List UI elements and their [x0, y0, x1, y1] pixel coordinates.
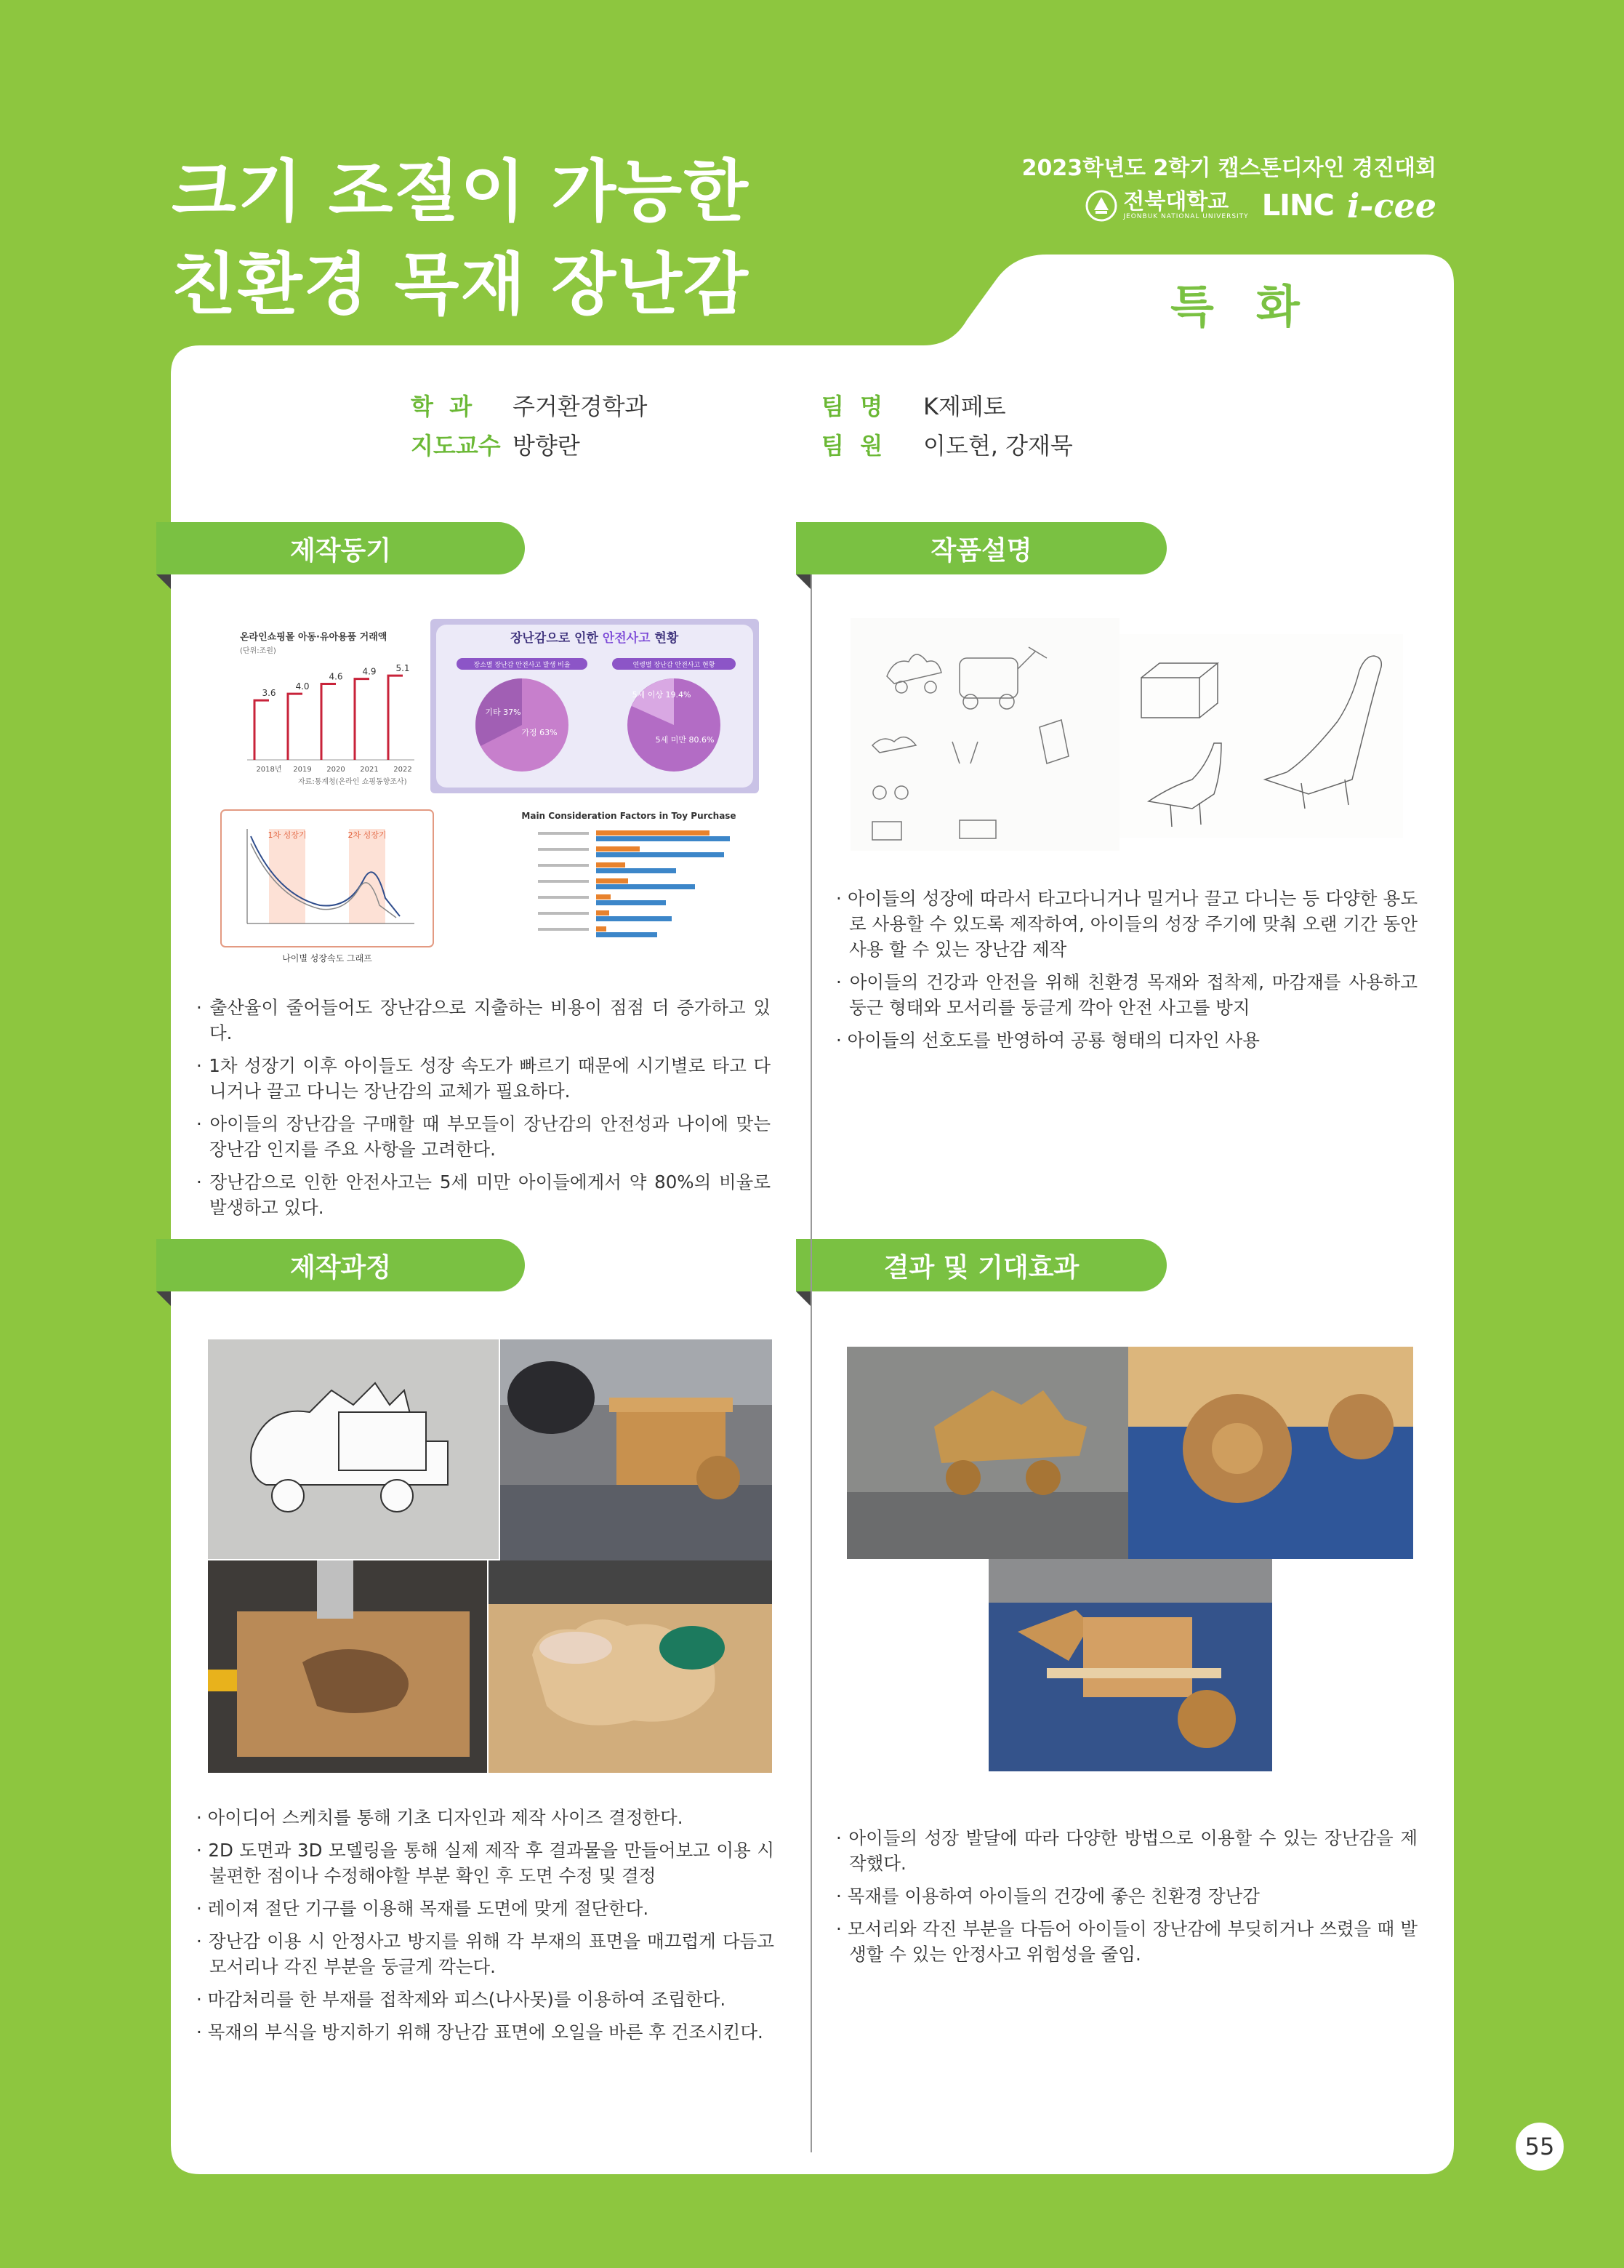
page-number: 55 — [1514, 2120, 1566, 2173]
dept-value: 주거환경학과 — [512, 393, 648, 420]
info-right — [821, 387, 1073, 465]
list-item: · 목재의 부식을 방지하기 위해 장난감 표면에 오일을 바른 후 건조시킨다. — [196, 2019, 774, 2045]
bar — [254, 700, 269, 760]
list-item: · 아이디어 스케치를 통해 기초 디자인과 제작 사이즈 결정한다. — [196, 1805, 774, 1830]
toy-bar-top — [596, 830, 710, 836]
growth-chart — [218, 807, 436, 967]
bar — [355, 679, 369, 760]
toy-factor-label — [538, 928, 589, 931]
list-item: · 아이들의 선호도를 반영하여 공룡 형태의 디자인 사용 — [836, 1027, 1418, 1053]
sanding-photo — [489, 1560, 772, 1773]
bar-chart — [218, 618, 422, 793]
result-photo-front — [989, 1559, 1272, 1771]
list-item: · 아이들의 건강과 안전을 위해 친환경 목재와 접착제, 마감재를 사용하고 둥근 형태와 모서리를 둥글게 깍아 안전 사고를 방지 — [836, 969, 1418, 1020]
section-header-process: 제작과정 — [156, 1239, 525, 1291]
bar — [321, 684, 336, 760]
university-name: 전북대학교 — [1123, 189, 1229, 215]
list-item: · 아이들의 장난감을 구매할 때 부모들이 장난감의 안전성과 나이에 맞는 장난감 인지를 주요 사항을 고려한다. — [196, 1111, 771, 1162]
bar-chart-unit: (단위:조원) — [240, 647, 276, 655]
list-item: · 출산율이 줄어들어도 장난감으로 지출하는 비용이 점점 더 증가하고 있다. — [196, 995, 771, 1046]
laser-cutting-photo — [208, 1560, 487, 1773]
header-fold — [796, 574, 811, 589]
members-value: 이도현, 강재묵 — [923, 432, 1073, 460]
result-photo-side — [847, 1347, 1128, 1559]
section-header-description: 작품설명 — [796, 522, 1167, 574]
advisor-label: 지도교수 — [411, 432, 501, 460]
toy-bar-three — [596, 900, 666, 905]
info-left — [411, 387, 647, 465]
advisor-value: 방향란 — [512, 432, 580, 460]
toy-bar-top — [596, 846, 640, 851]
linc-logo: LINC — [1261, 189, 1334, 223]
toy-factor-label — [538, 832, 589, 835]
pie2-label-b: 5세 이상 19.4% — [632, 690, 691, 700]
column-divider — [811, 574, 812, 2152]
bar-category-label: 2020 — [326, 766, 345, 774]
header-fold — [156, 1291, 171, 1306]
process-bullets — [196, 1805, 774, 2052]
svg-text:장난감으로 인한 안전사고 현황 — [510, 630, 679, 646]
toy-bar-top — [596, 926, 606, 931]
toy-factor-label — [538, 864, 589, 867]
toy-bar-three — [596, 868, 676, 873]
toy-bar-top — [596, 862, 625, 867]
toy-factor-label — [538, 912, 589, 915]
dept-label: 학 과 — [411, 393, 473, 420]
bar — [388, 676, 403, 760]
members-label: 팀 원 — [821, 432, 883, 460]
list-item: · 2D 도면과 3D 모델링을 통해 실제 제작 후 결과물을 만들어보고 이용 시 불편한 점이나 수정해야할 부분 확인 후 도면 수정 및 결정 — [196, 1838, 774, 1888]
pie1-label: 장소별 장난감 안전사고 발생 비율 — [473, 662, 571, 669]
toy-factor-label — [538, 896, 589, 899]
list-item: · 아이들의 성장 발달에 따라 다양한 방법으로 이용할 수 있는 장난감을 제작했다. — [836, 1825, 1418, 1876]
bar-category-label: 2021 — [360, 766, 379, 774]
header-fold — [156, 574, 171, 589]
bar — [288, 694, 302, 760]
pie-title-b: 안전사고 — [602, 631, 651, 646]
contest-name: 2023학년도 2학기 캡스톤디자인 경진대회 — [1021, 156, 1436, 181]
bar-value-label: 5.1 — [395, 663, 410, 674]
idea-sketch-1 — [851, 618, 1119, 851]
bar-category-label: 2018년 — [256, 766, 282, 774]
list-item: · 목재를 이용하여 아이들의 건강에 좋은 친환경 장난감 — [836, 1883, 1418, 1909]
toy-bar-three — [596, 884, 695, 889]
pie1-label-b: 기타 37% — [485, 708, 521, 717]
team-label: 팀 명 — [821, 393, 883, 420]
growth-caption: 나이별 성장속도 그래프 — [282, 953, 372, 963]
growth-label-2: 2차 성장기 — [347, 830, 387, 840]
toy-factor-label — [538, 880, 589, 883]
bar-value-label: 4.9 — [362, 666, 377, 677]
pie-title-c: 현황 — [654, 631, 679, 646]
list-item: · 장난감으로 인한 안전사고는 5세 미만 아이들에게서 약 80%의 비율로 발생하고 있다. — [196, 1169, 771, 1220]
motivation-bullets — [196, 995, 771, 1227]
toy-factor-label — [538, 848, 589, 851]
toy-bar-three — [596, 852, 724, 857]
icee-logo: i-cee — [1346, 186, 1436, 225]
toy-purchase-chart — [494, 809, 763, 961]
section-header-motivation: 제작동기 — [156, 522, 525, 574]
list-item: · 1차 성장기 이후 아이들도 성장 속도가 빠르기 때문에 시기별로 타고 다니거나 끌고 다니는 장난감의 교체가 필요하다. — [196, 1053, 771, 1104]
assembly-photo — [500, 1339, 772, 1561]
idea-sketch-2 — [1119, 634, 1403, 838]
toy-bar-top — [596, 910, 609, 915]
bar-category-label: 2019 — [293, 766, 312, 774]
growth-label-1: 1차 성장기 — [268, 830, 307, 840]
pie2-label: 연령별 장난감 안전사고 현황 — [632, 662, 715, 669]
safety-pie-infographic — [430, 619, 759, 793]
list-item: · 레이져 절단 기구를 이용해 목재를 도면에 맞게 절단한다. — [196, 1896, 774, 1921]
title-line-2: 친환경 목재 장난감 — [172, 246, 750, 324]
title-line-1: 크기 조절이 가능한 — [172, 153, 750, 231]
list-item: · 마감처리를 한 부재를 접착제와 피스(나사못)를 이용하여 조립한다. — [196, 1987, 774, 2012]
bar-category-label: 2022 — [393, 766, 412, 774]
toy-bar-top — [596, 878, 628, 883]
3d-model-render — [208, 1339, 499, 1559]
result-bullets — [836, 1825, 1418, 1974]
pie1-label-a: 가정 63% — [521, 728, 558, 737]
list-item: · 모서리와 각진 부분을 다듬어 아이들이 장난감에 부딪히거나 쓰렸을 때 발생할 수 있는 안정사고 위험성을 줄임. — [836, 1916, 1418, 1967]
bar-value-label: 4.6 — [329, 671, 343, 682]
list-item: · 아이들의 성장에 따라서 타고다니거나 밀거나 끌고 다니는 등 다양한 용도로 사용할 수 있도록 제작하여, 아이들의 성장 주기에 맞춰 오랜 기간 동안 사용 할 수 있는 장난감 제작 — [836, 886, 1418, 962]
team-value: K제페토 — [923, 393, 1006, 420]
toy-bar-three — [596, 916, 672, 921]
toy-bar-three — [596, 836, 730, 841]
bar-value-label: 3.6 — [262, 688, 276, 699]
toy-chart-title: Main Consideration Factors in Toy Purchase — [521, 811, 736, 821]
bar-chart-source: 자료:통계청(온라인 쇼핑동향조사) — [298, 778, 407, 786]
description-bullets — [836, 886, 1418, 1060]
toy-bar-three — [596, 932, 657, 937]
university-name-en: JEONBUK NATIONAL UNIVERSITY — [1123, 213, 1249, 220]
list-item: · 장난감 이용 시 안정사고 방지를 위해 각 부재의 표면을 매끄럽게 다듬고 모서리나 각진 부분을 둥글게 깍는다. — [196, 1928, 774, 1979]
result-photo-wheel — [1128, 1347, 1413, 1559]
pie-title-a: 장난감으로 인한 — [510, 631, 598, 646]
award-badge: 특화 — [1170, 280, 1342, 333]
section-header-result: 결과 및 기대효과 — [796, 1239, 1167, 1291]
bar-value-label: 4.0 — [295, 681, 310, 692]
bar-chart-title: 온라인쇼핑몰 아동·유아용품 거래액 — [240, 632, 387, 643]
toy-bar-top — [596, 894, 611, 899]
header-fold — [796, 1291, 811, 1306]
pie2-label-a: 5세 미만 80.6% — [655, 735, 715, 745]
